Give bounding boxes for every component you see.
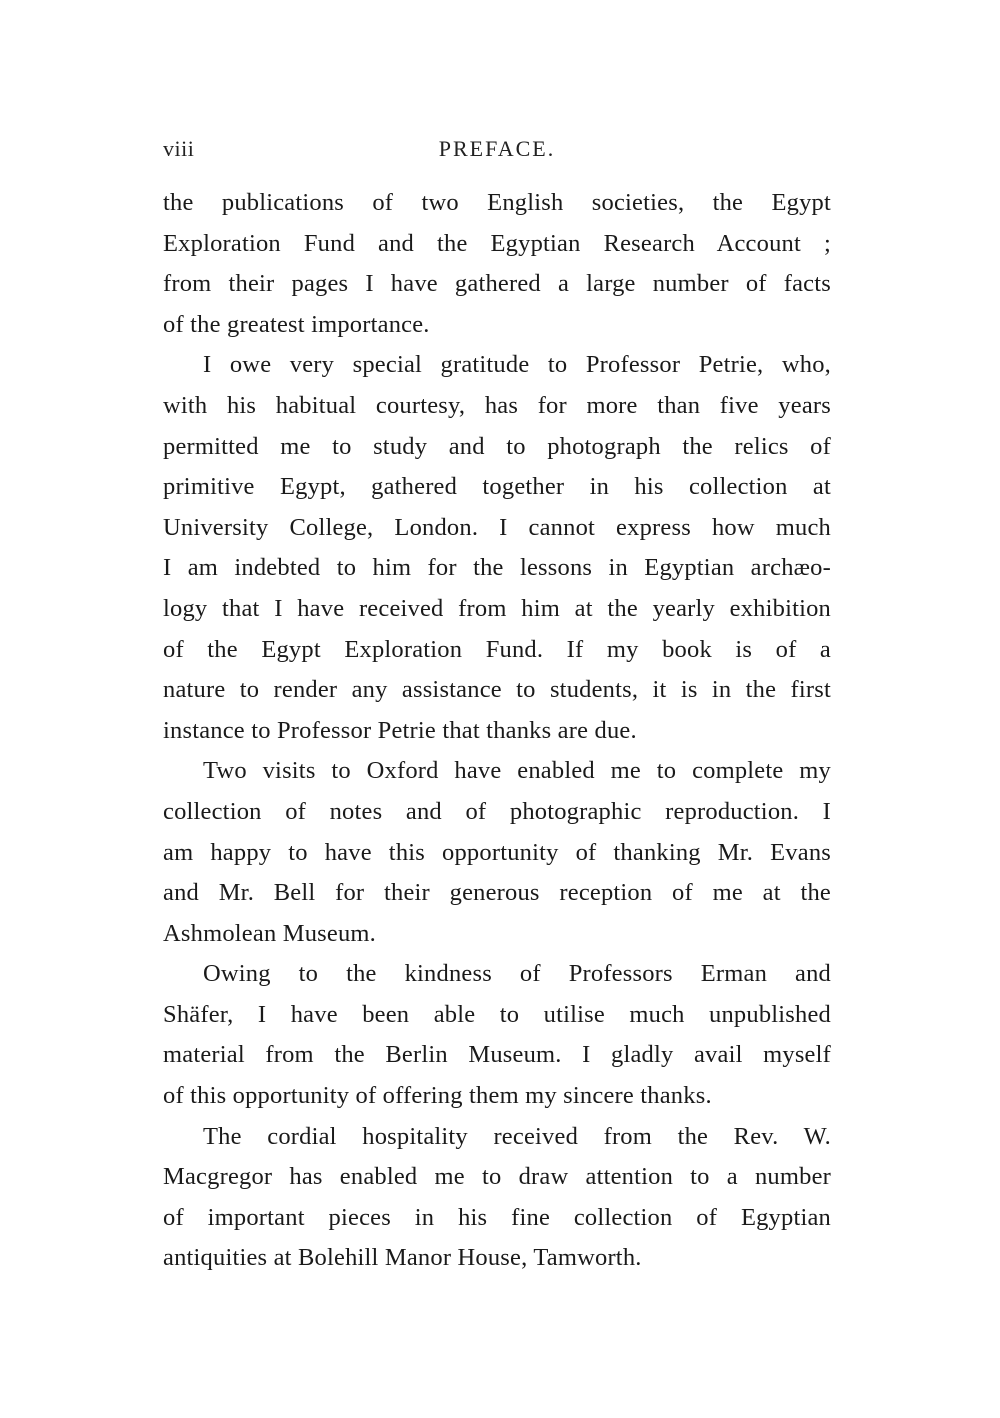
text-line: of the greatest importance. xyxy=(163,310,430,338)
text-line: with his habitual courtesy, has for more than five years xyxy=(163,391,831,419)
text-line: am happy to have this opportunity of thanking Mr. Evans xyxy=(163,838,831,866)
text-line: nature to render any assistance to students, it is in the first xyxy=(163,676,831,704)
page-number: viii xyxy=(163,136,195,161)
text-line: The cordial hospitality received from the Rev. W. xyxy=(203,1122,831,1150)
text-line: of the Egypt Exploration Fund. If my book is of a xyxy=(163,635,831,663)
paragraph xyxy=(163,183,831,345)
text-line: I am indebted to him for the lessons in Egyptian archæo- xyxy=(163,554,831,582)
paragraph xyxy=(163,345,831,751)
paragraph xyxy=(163,954,831,1116)
text-line: the publications of two English societies, the Egypt xyxy=(163,189,831,216)
text-line: Two visits to Oxford have enabled me to complete my xyxy=(203,757,831,785)
text-line: antiquities at Bolehill Manor House, Tamworth. xyxy=(163,1244,642,1272)
text-line: Exploration Fund and the Egyptian Research Account ; xyxy=(163,229,831,257)
text-line: collection of notes and of photographic reproduction. I xyxy=(163,797,831,825)
paragraph xyxy=(163,751,831,954)
text-line: Shäfer, I have been able to utilise much unpublished xyxy=(163,1000,831,1028)
text-line: material from the Berlin Museum. I gladly avail myself xyxy=(163,1041,831,1069)
paragraph xyxy=(163,1117,831,1279)
text-line: from their pages I have gathered a large number of facts xyxy=(163,270,831,298)
text-line: I owe very special gratitude to Professor Petrie, who, xyxy=(203,351,831,379)
text-line: University College, London. I cannot express how much xyxy=(163,513,831,541)
text-line: Owing to the kindness of Professors Erman and xyxy=(203,960,831,988)
running-head xyxy=(163,136,831,166)
text-line: Ashmolean Museum. xyxy=(163,919,376,947)
text-line: of important pieces in his fine collection of Egyptian xyxy=(163,1203,831,1231)
text-line: permitted me to study and to photograph the relics of xyxy=(163,432,831,460)
text-line: instance to Professor Petrie that thanks are due. xyxy=(163,716,637,744)
text-line: Macgregor has enabled me to draw attention to a number xyxy=(163,1163,831,1191)
text-line: of this opportunity of offering them my sincere thanks. xyxy=(163,1082,712,1110)
preface-body xyxy=(163,183,831,1279)
text-line: primitive Egypt, gathered together in his collection at xyxy=(163,473,831,501)
text-line: and Mr. Bell for their generous reception of me at the xyxy=(163,879,831,907)
text-line: logy that I have received from him at the yearly exhibition xyxy=(163,594,831,622)
running-title: PREFACE. xyxy=(438,136,556,161)
